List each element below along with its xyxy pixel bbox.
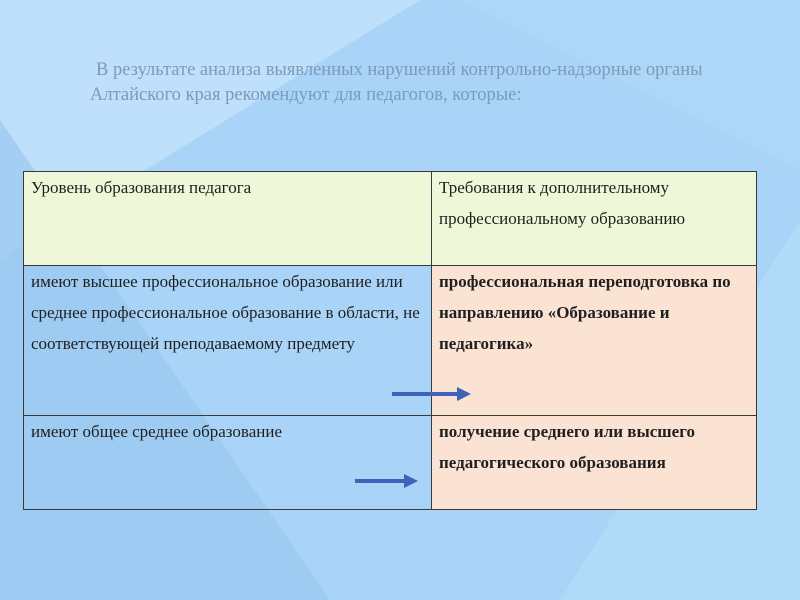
requirement-cell: профессиональная переподготовка по направлению «Образование и педагогика»: [432, 266, 757, 416]
requirement-cell: получение среднего или высшего педагогического образования: [432, 416, 757, 510]
requirements-table: [23, 171, 757, 510]
level-cell: имеют общее среднее образование: [24, 416, 432, 510]
table-row: [24, 416, 757, 510]
header-requirement-cell: Требования к дополнительному профессиональному образованию: [432, 172, 757, 266]
level-cell: имеют высшее профессиональное образование или среднее профессиональное образование в области, не соответствующей преподаваемому предмету: [24, 266, 432, 416]
arrow-right-icon: [354, 473, 420, 489]
table-header-row: [24, 172, 757, 266]
intro-text: В результате анализа выявленных нарушений контрольно-надзорные органы Алтайского края рекомендуют для педагогов, которые:: [90, 60, 703, 105]
table-row: [24, 266, 757, 416]
header-level-cell: Уровень образования педагога: [24, 172, 432, 266]
arrow-right-icon: [391, 386, 473, 402]
